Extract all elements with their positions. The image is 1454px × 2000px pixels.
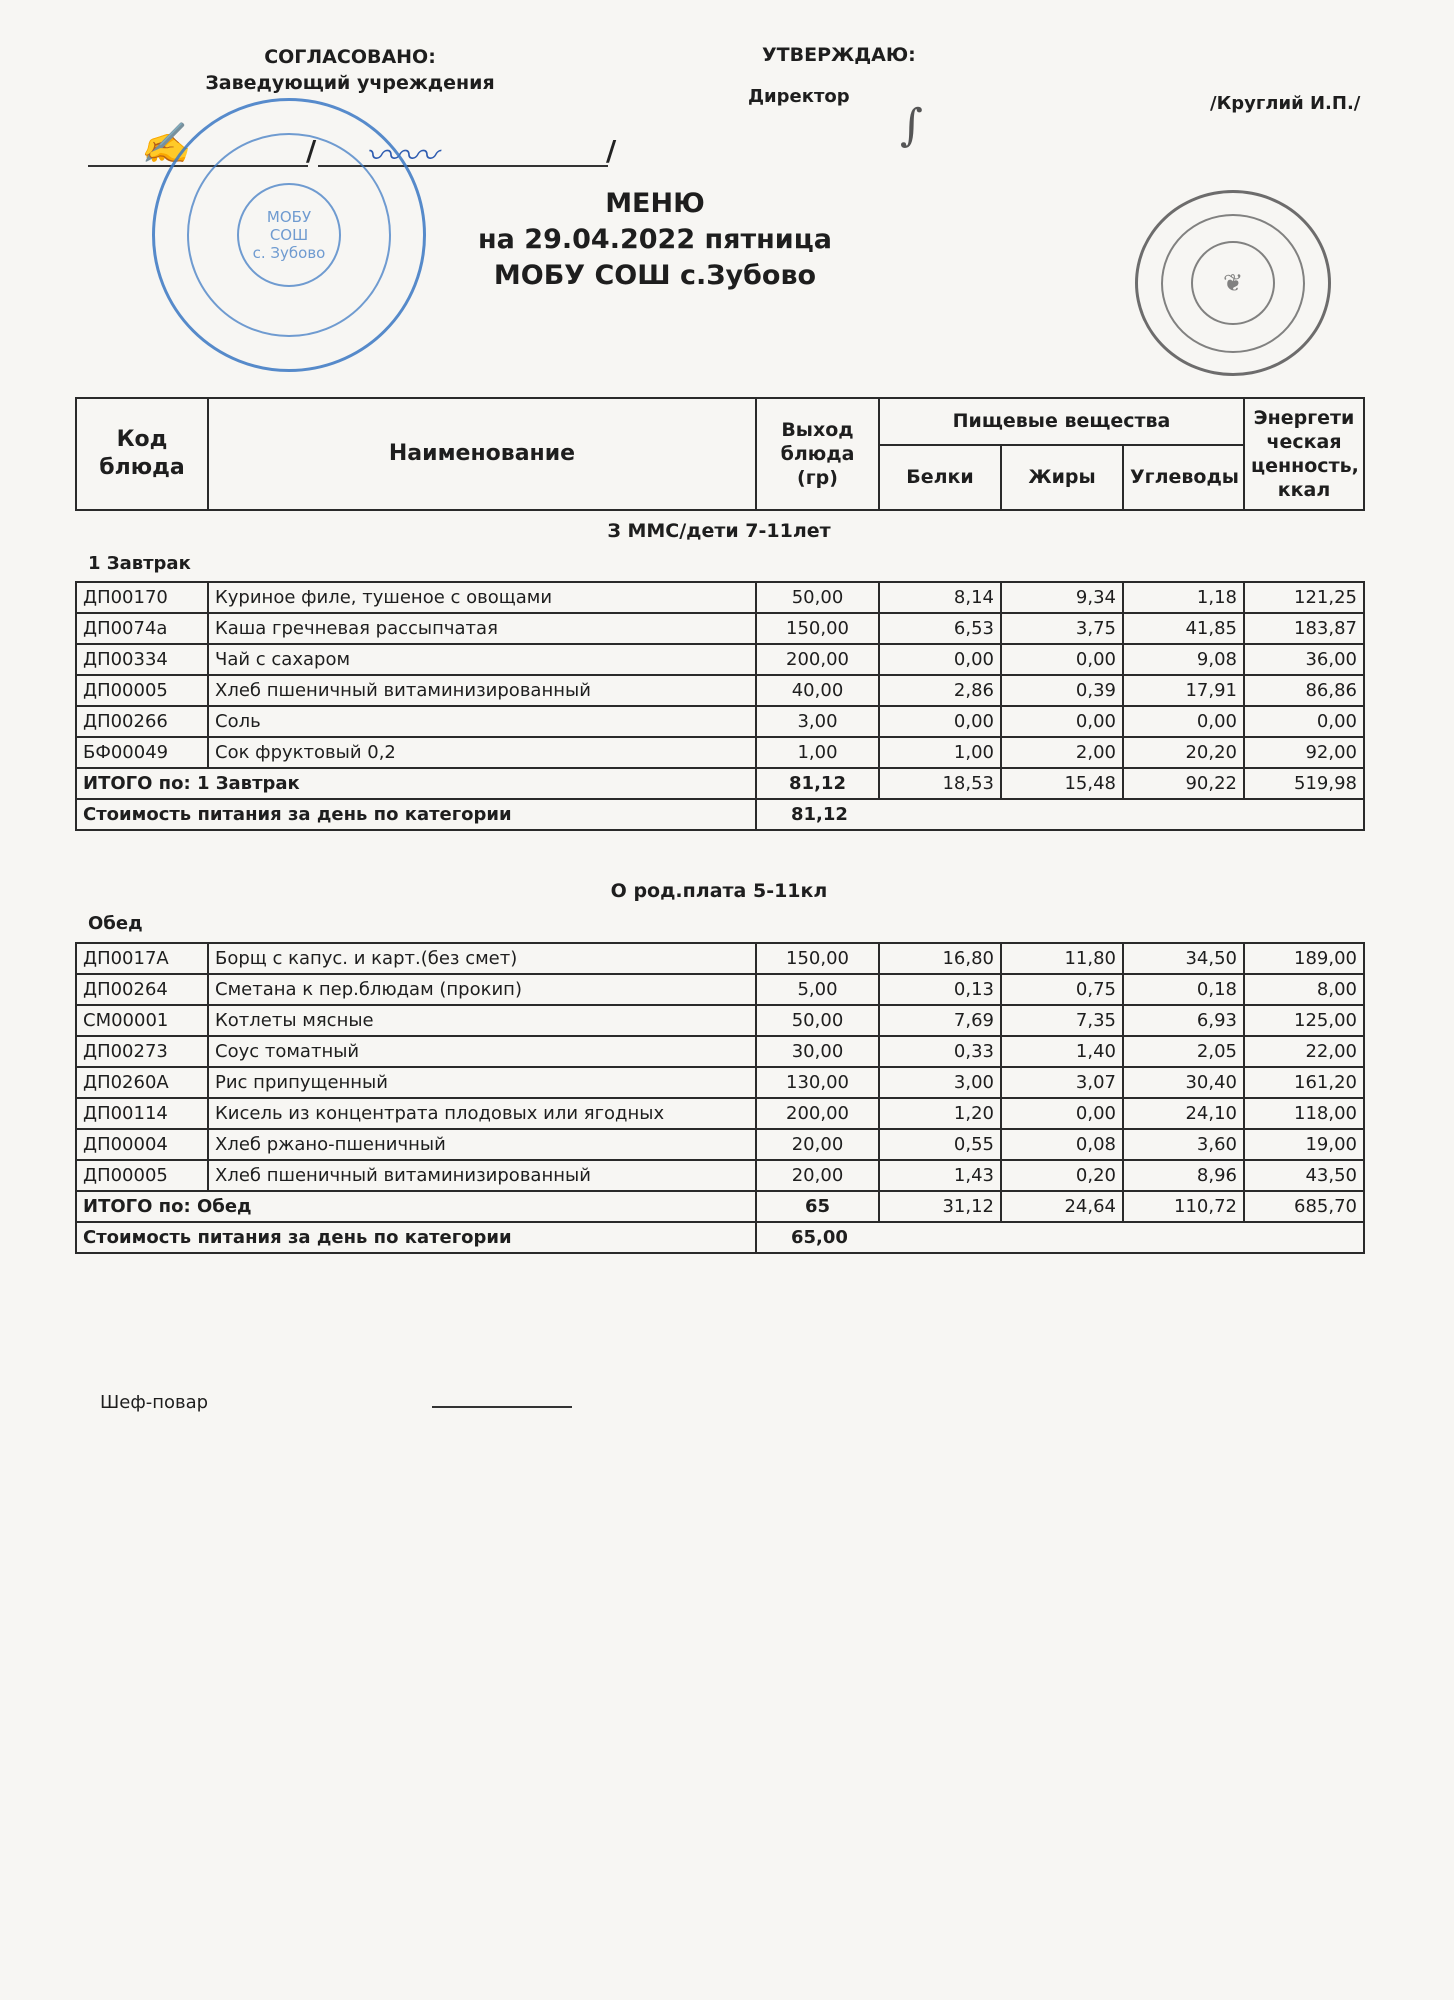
- table-row: [76, 974, 1364, 1005]
- dish-protein: 1,00: [879, 737, 1001, 768]
- dish-code: ДП00170: [76, 582, 208, 613]
- dish-yield: 200,00: [756, 1098, 879, 1129]
- category-title: О род.плата 5-11кл: [610, 880, 828, 902]
- header-yield: Выход блюда (гр): [756, 398, 879, 510]
- dish-protein: 1,20: [879, 1098, 1001, 1129]
- dish-yield: 150,00: [756, 943, 879, 974]
- dish-fat: 3,75: [1001, 613, 1123, 644]
- stamp-line: с. Зубово: [252, 244, 326, 262]
- dish-yield: 150,00: [756, 613, 879, 644]
- dish-fat: 0,39: [1001, 675, 1123, 706]
- dish-protein: 2,86: [879, 675, 1001, 706]
- dish-code: СМ00001: [76, 1005, 208, 1036]
- dish-energy: 22,00: [1244, 1036, 1364, 1067]
- dish-carbs: 0,00: [1123, 706, 1244, 737]
- director-stamp-icon: ❦: [1135, 190, 1331, 376]
- signature-separator: /: [306, 134, 317, 167]
- total-energy: 519,98: [1244, 768, 1364, 799]
- dish-fat: 2,00: [1001, 737, 1123, 768]
- dish-fat: 0,08: [1001, 1129, 1123, 1160]
- dish-code: ДП00114: [76, 1098, 208, 1129]
- dish-protein: 7,69: [879, 1005, 1001, 1036]
- dish-code: ДП0017А: [76, 943, 208, 974]
- cost-value: 65,00: [756, 1222, 1364, 1253]
- dish-fat: 7,35: [1001, 1005, 1123, 1036]
- header-name: Наименование: [208, 398, 756, 510]
- meal-title: Обед: [88, 913, 143, 934]
- dish-energy: 161,20: [1244, 1067, 1364, 1098]
- table-row: [76, 613, 1364, 644]
- dish-carbs: 30,40: [1123, 1067, 1244, 1098]
- table-row: [76, 1067, 1364, 1098]
- meal-title: 1 Завтрак: [88, 553, 191, 574]
- dish-code: ДП00005: [76, 1160, 208, 1191]
- signature-scribble-icon: ✍: [140, 121, 190, 167]
- dish-protein: 8,14: [879, 582, 1001, 613]
- approval-right-role: Директор: [748, 86, 850, 107]
- table-row: [76, 582, 1364, 613]
- dish-code: ДП00004: [76, 1129, 208, 1160]
- dish-energy: 118,00: [1244, 1098, 1364, 1129]
- approval-left-role: Заведующий учреждения: [205, 72, 495, 94]
- total-protein: 18,53: [879, 768, 1001, 799]
- table-row: [76, 943, 1364, 974]
- dish-protein: 3,00: [879, 1067, 1001, 1098]
- dish-energy: 92,00: [1244, 737, 1364, 768]
- dish-energy: 189,00: [1244, 943, 1364, 974]
- dish-carbs: 0,18: [1123, 974, 1244, 1005]
- total-yield: 65: [756, 1191, 879, 1222]
- dish-energy: 8,00: [1244, 974, 1364, 1005]
- dish-carbs: 20,20: [1123, 737, 1244, 768]
- dish-protein: 0,33: [879, 1036, 1001, 1067]
- dish-name: Чай с сахаром: [208, 644, 756, 675]
- dish-carbs: 6,93: [1123, 1005, 1244, 1036]
- dish-name: Кисель из концентрата плодовых или ягодных: [208, 1098, 756, 1129]
- dish-code: ДП00005: [76, 675, 208, 706]
- dish-fat: 1,40: [1001, 1036, 1123, 1067]
- dish-code: ДП0074а: [76, 613, 208, 644]
- table-row: [76, 737, 1364, 768]
- dish-fat: 0,00: [1001, 706, 1123, 737]
- total-energy: 685,70: [1244, 1191, 1364, 1222]
- breakfast-table: [75, 581, 1365, 831]
- title-date: на 29.04.2022 пятница: [478, 224, 832, 255]
- total-yield: 81,12: [756, 768, 879, 799]
- total-protein: 31,12: [879, 1191, 1001, 1222]
- dish-code: ДП00273: [76, 1036, 208, 1067]
- total-fat: 15,48: [1001, 768, 1123, 799]
- handwritten-signature-icon: 〰〰: [365, 136, 438, 177]
- dish-name: Сметана к пер.блюдам (прокип): [208, 974, 756, 1005]
- dish-carbs: 8,96: [1123, 1160, 1244, 1191]
- director-name: /Круглий И.П./: [1210, 93, 1361, 114]
- dish-code: БФ00049: [76, 737, 208, 768]
- header-fat: Жиры: [1001, 445, 1123, 510]
- total-label: ИТОГО по: Обед: [76, 1191, 756, 1222]
- stamp-line: МОБУ: [266, 208, 312, 226]
- table-row: [76, 1005, 1364, 1036]
- dish-carbs: 2,05: [1123, 1036, 1244, 1067]
- dish-code: ДП0260А: [76, 1067, 208, 1098]
- category-title: З ММС/дети 7-11лет: [607, 520, 831, 542]
- document-title: [380, 186, 930, 294]
- cost-row: [76, 1222, 1364, 1253]
- table-row: [76, 675, 1364, 706]
- stamp-line: СОШ: [269, 226, 309, 244]
- approval-left: [150, 44, 550, 96]
- header-carbs: Углеводы: [1123, 445, 1244, 510]
- dish-carbs: 24,10: [1123, 1098, 1244, 1129]
- dish-name: Хлеб пшеничный витаминизированный: [208, 675, 756, 706]
- dish-name: Хлеб ржано-пшеничный: [208, 1129, 756, 1160]
- dish-protein: 0,00: [879, 706, 1001, 737]
- dish-yield: 20,00: [756, 1129, 879, 1160]
- dish-protein: 1,43: [879, 1160, 1001, 1191]
- dish-yield: 20,00: [756, 1160, 879, 1191]
- title-menu: МЕНЮ: [605, 188, 705, 219]
- dish-fat: 3,07: [1001, 1067, 1123, 1098]
- dish-name: Соль: [208, 706, 756, 737]
- dish-name: Соус томатный: [208, 1036, 756, 1067]
- total-label: ИТОГО по: 1 Завтрак: [76, 768, 756, 799]
- dish-carbs: 34,50: [1123, 943, 1244, 974]
- dish-fat: 0,00: [1001, 1098, 1123, 1129]
- dish-yield: 130,00: [756, 1067, 879, 1098]
- dish-fat: 9,34: [1001, 582, 1123, 613]
- cost-value: 81,12: [756, 799, 1364, 830]
- dish-energy: 183,87: [1244, 613, 1364, 644]
- approval-left-heading: СОГЛАСОВАНО:: [264, 46, 436, 68]
- dish-yield: 5,00: [756, 974, 879, 1005]
- chef-label: Шеф-повар: [100, 1392, 209, 1413]
- cost-row: [76, 799, 1364, 830]
- total-carbs: 110,72: [1123, 1191, 1244, 1222]
- dish-yield: 200,00: [756, 644, 879, 675]
- dish-name: Котлеты мясные: [208, 1005, 756, 1036]
- title-school: МОБУ СОШ с.Зубово: [493, 260, 817, 291]
- dish-protein: 6,53: [879, 613, 1001, 644]
- dish-carbs: 1,18: [1123, 582, 1244, 613]
- dish-yield: 50,00: [756, 1005, 879, 1036]
- dish-energy: 0,00: [1244, 706, 1364, 737]
- header-protein: Белки: [879, 445, 1001, 510]
- total-row: [76, 1191, 1364, 1222]
- dish-protein: 0,13: [879, 974, 1001, 1005]
- dish-yield: 30,00: [756, 1036, 879, 1067]
- dish-carbs: 41,85: [1123, 613, 1244, 644]
- cost-label: Стоимость питания за день по категории: [76, 1222, 756, 1253]
- chef-signature-line: [432, 1406, 572, 1408]
- table-row: [76, 706, 1364, 737]
- approval-right-heading: УТВЕРЖДАЮ:: [762, 44, 916, 66]
- dish-protein: 0,55: [879, 1129, 1001, 1160]
- dish-protein: 0,00: [879, 644, 1001, 675]
- dish-name: Борщ с капус. и карт.(без смет): [208, 943, 756, 974]
- dish-code: ДП00334: [76, 644, 208, 675]
- signature-end: /: [606, 134, 617, 167]
- dish-code: ДП00266: [76, 706, 208, 737]
- header-code: Код блюда: [76, 398, 208, 510]
- dish-carbs: 17,91: [1123, 675, 1244, 706]
- dish-name: Рис припущенный: [208, 1067, 756, 1098]
- table-row: [76, 1129, 1364, 1160]
- dish-energy: 86,86: [1244, 675, 1364, 706]
- dish-protein: 16,80: [879, 943, 1001, 974]
- dish-fat: 11,80: [1001, 943, 1123, 974]
- dish-energy: 121,25: [1244, 582, 1364, 613]
- dish-name: Сок фруктовый 0,2: [208, 737, 756, 768]
- table-row: [76, 1160, 1364, 1191]
- dish-energy: 125,00: [1244, 1005, 1364, 1036]
- dish-energy: 19,00: [1244, 1129, 1364, 1160]
- dish-code: ДП00264: [76, 974, 208, 1005]
- director-signature-icon: ∫: [900, 100, 923, 151]
- total-row: [76, 768, 1364, 799]
- dish-name: Хлеб пшеничный витаминизированный: [208, 1160, 756, 1191]
- header-nutrients: Пищевые вещества: [879, 398, 1244, 445]
- cost-label: Стоимость питания за день по категории: [76, 799, 756, 830]
- dish-name: Куриное филе, тушеное с овощами: [208, 582, 756, 613]
- dish-yield: 40,00: [756, 675, 879, 706]
- header-energy: Энергети ческая ценность, ккал: [1244, 398, 1364, 510]
- dish-yield: 1,00: [756, 737, 879, 768]
- dish-fat: 0,00: [1001, 644, 1123, 675]
- dish-yield: 3,00: [756, 706, 879, 737]
- dish-name: Каша гречневая рассыпчатая: [208, 613, 756, 644]
- total-carbs: 90,22: [1123, 768, 1244, 799]
- total-fat: 24,64: [1001, 1191, 1123, 1222]
- table-row: [76, 1098, 1364, 1129]
- dish-yield: 50,00: [756, 582, 879, 613]
- dish-fat: 0,20: [1001, 1160, 1123, 1191]
- dish-carbs: 3,60: [1123, 1129, 1244, 1160]
- dish-energy: 36,00: [1244, 644, 1364, 675]
- table-row: [76, 1036, 1364, 1067]
- dish-fat: 0,75: [1001, 974, 1123, 1005]
- menu-table-header: [75, 397, 1365, 511]
- table-row: [76, 644, 1364, 675]
- lunch-table: [75, 942, 1365, 1254]
- dish-carbs: 9,08: [1123, 644, 1244, 675]
- dish-energy: 43,50: [1244, 1160, 1364, 1191]
